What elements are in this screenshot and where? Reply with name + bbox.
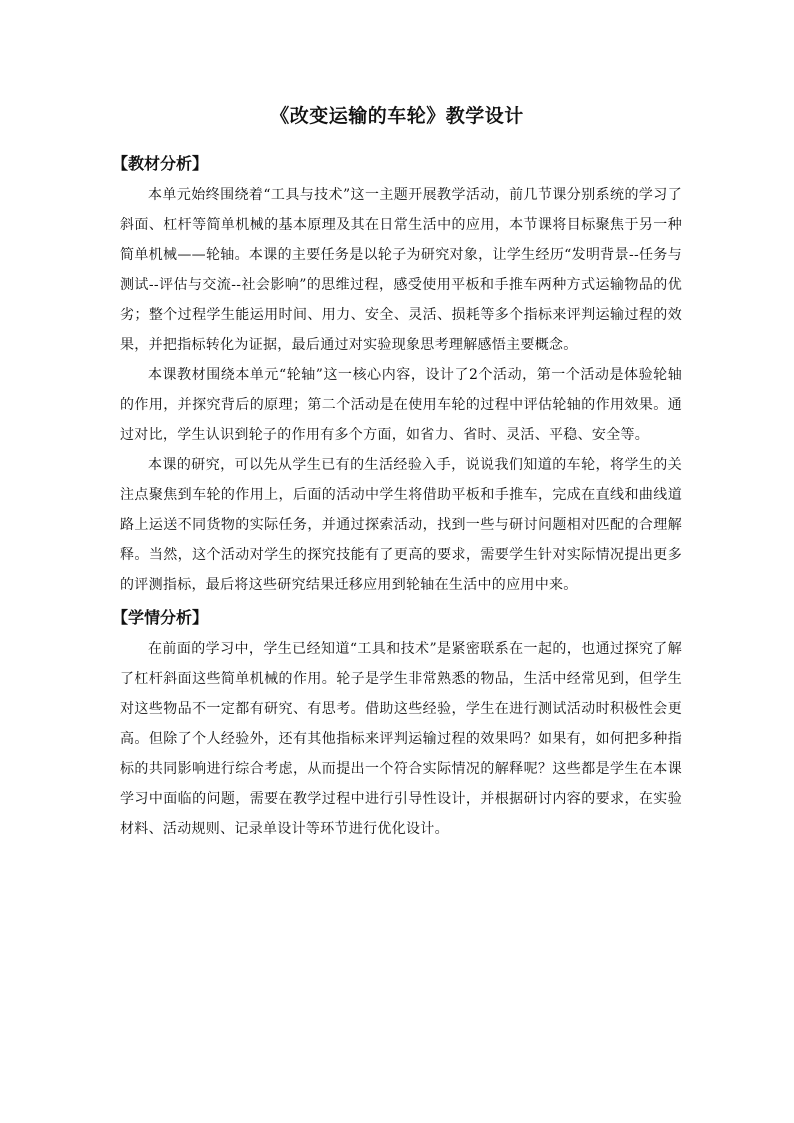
paragraph: 本课的研究，可以先从学生已有的生活经验入手，说说我们知道的车轮，将学生的关注点聚焦到车轮的作用上，后面的活动中学生将借助平板和手推车，完成在直线和曲线道路上运送不同货物的实际任务，并通过探索活动，找到一些与研讨问题相对匹配的合理解释。当然，这个活动对学生的探究技能有了更高的要求，需要学生针对实际情况提出更多的评测指标，最后将这些研究结果迁移应用到轮轴在生活中的应用中来。: [120, 457, 682, 593]
section-heading-student-analysis: 【学情分析】: [112, 608, 209, 627]
section-heading-textbook-analysis: 【教材分析】: [112, 154, 209, 173]
document-body: [112, 148, 682, 844]
document-title: 《改变运输的车轮》教学设计: [270, 105, 524, 127]
paragraph: 在前面的学习中，学生已经知道“工具和技术”是紧密联系在一起的，也通过探究了解了杠杆斜面这些简单机械的作用。轮子是学生非常熟悉的物品，生活中经常见到，但学生对这些物品不一定都有研究、有思考。借助这些经验，学生在进行测试活动时积极性会更高。但除了个人经验外，还有其他指标来评判运输过程的效果吗？如果有，如何把多种指标的共同影响进行综合考虑，从而提出一个符合实际情况的解释呢？这些都是学生在本课学习中面临的问题，需要在教学过程中进行引导性设计，并根据研讨内容的要求，在实验材料、活动规则、记录单设计等环节进行优化设计。: [120, 641, 682, 837]
paragraph: 本单元始终围绕着“工具与技术”这一主题开展教学活动，前几节课分别系统的学习了斜面、杠杆等简单机械的基本原理及其在日常生活中的应用，本节课将目标聚焦于另一种简单机械——轮轴。本课的主要任务是以轮子为研究对象，让学生经历“发明背景--任务与测试--评估与交流--社会影响”的思维过程，感受使用平板和手推车两种方式运输物品的优劣；整个过程学生能运用时间、用力、安全、灵活、损耗等多个指标来评判运输过程的效果，并把指标转化为证据，最后通过对实验现象思考理解感悟主要概念。: [120, 187, 682, 353]
section-student-analysis: [112, 602, 682, 844]
section-textbook-analysis: [112, 148, 682, 600]
paragraph: 本课教材围绕本单元“轮轴”这一核心内容，设计了2个活动，第一个活动是体验轮轴的作用，并探究背后的原理；第二个活动是在使用车轮的过程中评估轮轴的作用效果。通过对比，学生认识到轮子的作用有多个方面，如省力、省时、灵活、平稳、安全等。: [120, 367, 682, 443]
